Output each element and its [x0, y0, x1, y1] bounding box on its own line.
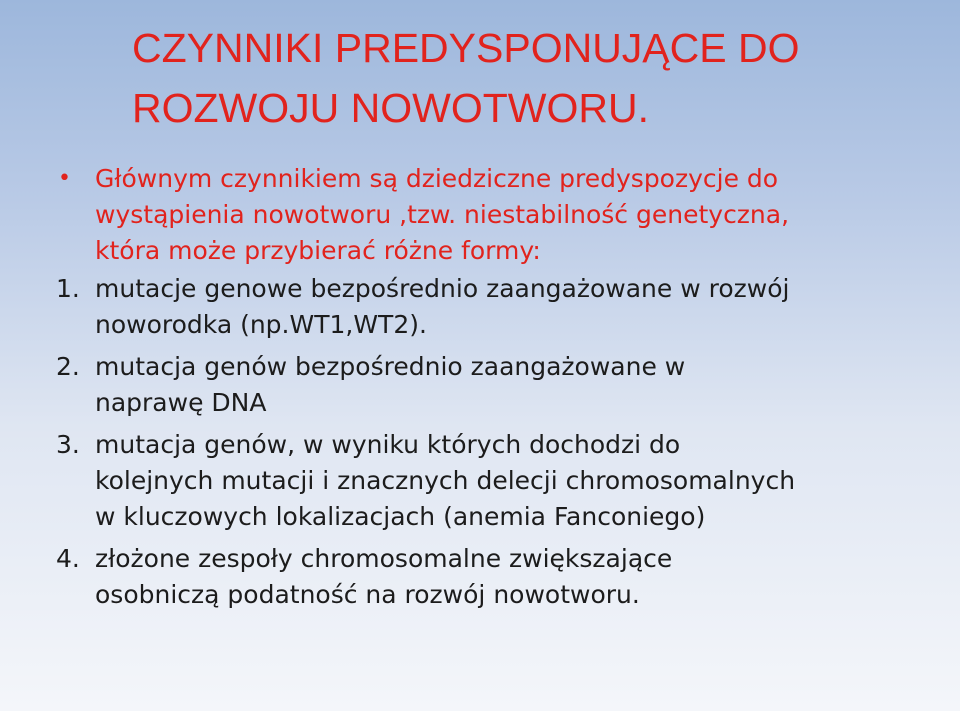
list-item-number: 2. — [56, 352, 80, 381]
bullet-line-1: Głównym czynnikiem są dziedziczne predyspozycje do — [95, 164, 779, 193]
bullet-line-2: wystąpienia nowotworu ,tzw. niestabilność genetyczna, — [95, 200, 790, 229]
bullet-line-3: która może przybierać różne formy: — [95, 236, 541, 265]
list-item-line: kolejnych mutacji i znacznych delecji chromosomalnych — [95, 466, 796, 495]
list-item-line: mutacja genów bezpośrednio zaangażowane w — [95, 352, 686, 381]
title-line-2: ROZWOJU NOWOTWORU. — [132, 85, 649, 131]
list-item-line: złożone zespoły chromosomalne zwiększające — [95, 544, 673, 573]
slide-title — [132, 18, 932, 138]
list-item-1 — [56, 271, 936, 343]
list-item-line: w kluczowych lokalizacjach (anemia Fanconiego) — [95, 502, 706, 531]
slide-body — [56, 161, 936, 613]
title-line-1: CZYNNIKI PREDYSPONUJĄCE DO — [132, 25, 800, 71]
list-item-line: naprawę DNA — [95, 388, 267, 417]
list-item-line: mutacja genów, w wyniku których dochodzi do — [95, 430, 681, 459]
list-item-3 — [56, 427, 936, 535]
bullet-icon: • — [58, 166, 71, 191]
list-item-number: 1. — [56, 274, 80, 303]
list-item-line: osobniczą podatność na rozwój nowotworu. — [95, 580, 640, 609]
list-item-number: 4. — [56, 544, 80, 573]
list-item-4 — [56, 541, 936, 613]
bullet-paragraph — [56, 161, 936, 269]
list-item-number: 3. — [56, 430, 80, 459]
list-item-line: noworodka (np.WT1,WT2). — [95, 310, 427, 339]
list-item-line: mutacje genowe bezpośrednio zaangażowane w rozwój — [95, 274, 790, 303]
list-item-2 — [56, 349, 936, 421]
